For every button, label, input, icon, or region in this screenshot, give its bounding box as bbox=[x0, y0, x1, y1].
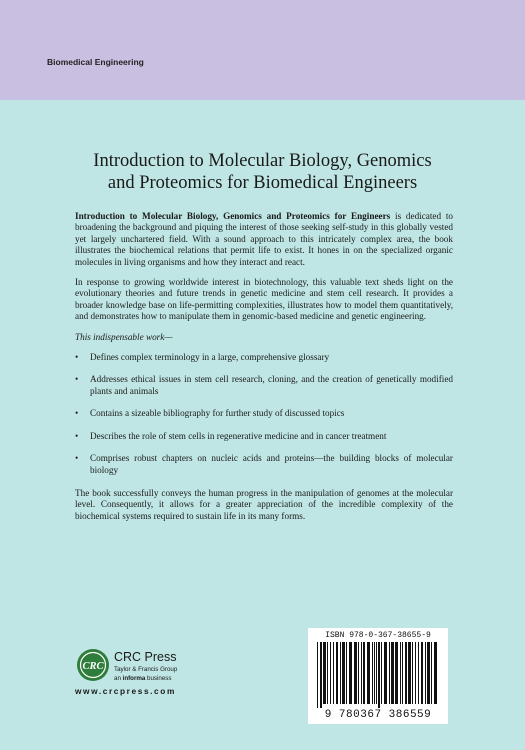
informa-suffix: business bbox=[145, 675, 172, 682]
closing-paragraph: The book successfully conveys the human progress in the manipulation of genomes at the molecular level. Consequently, it allows for a greater appreciation of the incredible complexity of the biochemical systems required to sustain life in its many forms. bbox=[75, 487, 453, 521]
publisher-name: CRC Press bbox=[114, 650, 177, 664]
list-item bbox=[75, 453, 453, 476]
intro-bold-title: Introduction to Molecular Biology, Genomics and Proteomics for Engineers bbox=[75, 211, 391, 221]
series-label: Biomedical Engineering bbox=[47, 57, 144, 67]
list-item bbox=[75, 374, 453, 397]
intro-text: is dedicated to broadening the background and piquing the interest of those seeking self-study in this globally vested yet largely unchartered field. With a sound approach to this intricately complex area, the book illustrates the biochemical relations that permit life to exist. It hones in on the specialized organic molecules in living organisms and how they interact and react. bbox=[75, 211, 453, 267]
informa-prefix: an bbox=[114, 675, 123, 682]
title-line-2: and Proteomics for Biomedical Engineers bbox=[107, 173, 418, 193]
bullet-icon: • bbox=[75, 374, 79, 385]
logo-text: CRC bbox=[82, 661, 104, 672]
top-color-band bbox=[0, 0, 525, 100]
list-item-text: Defines complex terminology in a large, comprehensive glossary bbox=[90, 352, 330, 363]
bullet-icon: • bbox=[75, 430, 79, 441]
informa-word: informa bbox=[122, 675, 146, 682]
list-item bbox=[75, 431, 453, 442]
back-cover-copy bbox=[75, 211, 453, 531]
list-item bbox=[75, 352, 453, 363]
bullet-icon: • bbox=[75, 408, 79, 419]
intro-paragraph bbox=[75, 211, 453, 268]
list-item-text: Addresses ethical issues in stem cell research, cloning, and the creation of genetically modified plants and animals bbox=[90, 374, 453, 396]
publisher-group: Taylor & Francis Group bbox=[114, 666, 178, 673]
publisher-informa-line bbox=[114, 675, 171, 682]
publisher-website: www.crcpress.com bbox=[75, 686, 176, 696]
barcode-icon bbox=[313, 642, 443, 708]
list-item bbox=[75, 408, 453, 419]
list-item-text: Describes the role of stem cells in regenerative medicine and in cancer treatment bbox=[90, 430, 387, 441]
list-item-text: Comprises robust chapters on nucleic acids and proteins—the building blocks of molecular biology bbox=[90, 453, 453, 475]
crc-logo-icon bbox=[76, 648, 110, 687]
title-line-1: Introduction to Molecular Biology, Genomics bbox=[93, 151, 432, 171]
isbn-label: ISBN 978-0-367-38655-9 bbox=[325, 631, 431, 640]
feature-list bbox=[75, 352, 453, 476]
isbn-barcode-panel bbox=[308, 628, 448, 724]
list-item-text: Contains a sizeable bibliography for further study of discussed topics bbox=[90, 408, 345, 419]
bullets-lead: This indispensable work— bbox=[75, 331, 173, 342]
second-paragraph: In response to growing worldwide interest in biotechnology, this valuable text sheds light on the evolutionary theories and future trends in genetic medicine and stem cell research. It provides a broader knowledge base on life-permitting complexities, illustrates how to model them quantitatively, and demonstrates how to manipulate them in genomic-based medicine and genetic engineering. bbox=[75, 277, 453, 322]
bullet-icon: • bbox=[75, 352, 79, 363]
bullet-icon: • bbox=[75, 453, 79, 464]
book-title bbox=[40, 150, 485, 194]
barcode-number: 9 780367 386559 bbox=[324, 709, 432, 721]
